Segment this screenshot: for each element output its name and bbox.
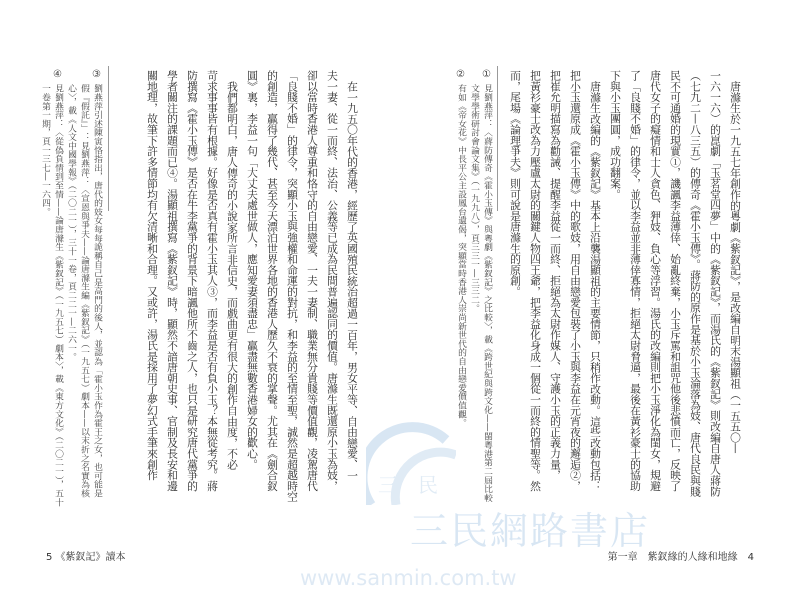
footnote-marker: ②: [456, 69, 465, 80]
footnote-line: 劉燕萍引述陳寅恪指出，唐代的妓女每每詭稱自己是高門的後人，並認為「霍小玉作為霍王之女，也可能是: [92, 84, 102, 498]
footnote-marker: ④: [53, 69, 62, 80]
watermark-url: www.sanmin.com.tw: [300, 566, 517, 590]
right-footnote-divider: [497, 66, 498, 211]
footnote: [454, 68, 467, 500]
footnote: [64, 68, 103, 500]
bookstore-logo-icon: [366, 400, 456, 505]
footnote-line: 見劉燕萍：〈蔣防傳奇《霍小玉傳》與粵劇《紫釵記》之比較〉，載《跨世紀與跨文化——閩粵港第二屆比較: [482, 84, 492, 502]
text-line: 在一九五〇年代的香港，經歷了英國殖民統治超過一百年，男女平等、自由戀愛、一: [346, 80, 359, 481]
text-line: 下與小玉團圓，成功翻案。: [609, 70, 622, 200]
text-line: 唐代女子的癡情和士人貪色、狎妓、負心等浮習。湯氏的改編則把小玉淨化為閨女，規避: [649, 70, 662, 492]
text-line: 學者關注的課題而已④。湯顯祖撰寫《紫釵記》時，顯然不諳唐朝史事、官制及長安和邊: [166, 70, 179, 492]
text-line: 我們都明白，唐人傳奇的小說家所言非信史，而戲曲更有很大的創作自由度，不必: [226, 80, 239, 470]
text-line: （七九二—八三五）的傳奇《霍小玉傳》。蔣防的原作是基於小玉淪落為妓、唐代良民與賤: [689, 70, 702, 497]
footnote-marker: ③: [92, 69, 101, 80]
text-line: 卻以當時香港人尊重和恪守的自由戀愛、一夫一妻制、職業無分貴賤等價值觀，凌駕唐代: [306, 70, 319, 492]
text-line: 唐滌生於一九五七年創作的粵劇《紫釵記》，是改編自明末湯顯祖（一五五〇—: [729, 80, 742, 454]
footnote-line: 假『假託』」：見劉燕萍：〈宣恩與爭夫——論唐滌生編《紫釵記》（一九五七）劇本——以末折之名實為核: [79, 84, 89, 498]
text-line: 把黃衫豪士改為力壓盧太尉的關鍵人物四王爺，把李益化身成一個從一而終的情聖等。然: [529, 70, 542, 492]
right-page-footnotes: [454, 68, 493, 500]
text-line: 苛求事事皆有根據。好像是否真有霍小玉其人③，而李益是否有負小玉？本無從考究。蔣: [206, 70, 219, 492]
footnote: [467, 68, 493, 500]
right-page-body-text: [505, 70, 745, 510]
left-footnote-divider: [108, 66, 109, 211]
text-line: 防撰寫《霍小玉傳》是否在牛李黨爭的背景下暗諷他所不齒之人，也只是研究唐代黨爭的: [186, 70, 199, 492]
left-page-footer: 5 《紫釵記》讀本: [46, 552, 126, 563]
footnote-line: 見劉燕萍：〈從偽負情到至情——論唐滌生《紫釵記》（一九五七）劇本〉，載《東方文化》（二〇二一），五十: [53, 84, 63, 507]
text-line: 夫一妻、從一而終、法治、公義等已成為民間普遍認同的價值。唐滌生既還原小玉為妓，: [326, 70, 339, 492]
right-page-footer: 第一章 紫釵緣的人緣和地緣 4: [607, 552, 754, 563]
logo-char: 民: [418, 473, 438, 497]
footnote-line: 有如《帝女花》中長平公主設鳳台遺偈，突顯當時香港人崇尚新世代的自由戀愛價值觀。: [456, 84, 466, 428]
text-line: 民不可通婚的現實①，譏諷李益薄倖、始亂終棄，小玉斥罵和詛咒他後悲憤而亡，反映了: [669, 70, 682, 492]
text-line: 一六一六）的崑劇「玉茗堂四夢」中的《紫釵記》，而湯氏的《紫釵記》則改編自唐人蔣防: [709, 70, 722, 497]
footnote-line: 文學學術研討會論文集》（一九九八），頁三三一—三三二。: [469, 84, 479, 313]
logo-char: 三: [378, 473, 398, 497]
footnote-marker: ①: [482, 69, 491, 80]
text-line: 把崔允明描寫為勸誡、提醒李益從一而終、拒絕為太尉作媒人、守護小玉的正義力量，: [549, 70, 562, 481]
text-line: 唐滌生改編的《紫釵記》基本上沿襲湯顯祖的主要情節，只稍作改動。這些改動包括：: [589, 80, 602, 492]
footnote-line: 一卷第一期，頁一三七—一六四。: [40, 84, 50, 216]
left-page-footnotes: [38, 68, 103, 507]
watermark-store-name: 三民網路書店: [410, 509, 651, 553]
footnote-line: 心〉，載《人文中國學報》（二〇二一），三十一卷，頁二二一—二六一。: [66, 84, 76, 362]
text-line: 而，尾場《論理爭夫》則可說是唐滌生的原創。: [509, 70, 522, 297]
text-line: 「良賤不婚」的律令，突顯小玉與強權和命運的對抗，和李益的至情至聖，誠然是超越時空: [286, 70, 299, 502]
text-line: 把小玉還原成《霍小玉傳》中的歌妓，用自由戀愛包裝了小玉與李益在元宵夜的邂逅②，: [569, 70, 582, 492]
text-line: 的創造，贏得了幾代、甚至今天漂泊世界各地的香港人歷久不衰的掌聲。尤其在《劍合釵: [266, 70, 279, 492]
text-line: 圓》裏，李益一句「大丈夫處世做人，應知愛妻須盡忠」贏盡無數香港婦女的歡心。: [246, 70, 259, 470]
footnote: [38, 68, 64, 507]
text-line: 關地理，故筆下許多情節均有欠清晰和合理。又或許，湯氏是採用了夢幻式手筆來創作: [146, 70, 159, 481]
text-line: 了「良賤不婚」的律令，並以李益並非薄倖寡情，拒絕太尉脅逼，最後在黃衫豪士的協助: [629, 70, 642, 492]
left-page-body-text: [142, 70, 362, 510]
